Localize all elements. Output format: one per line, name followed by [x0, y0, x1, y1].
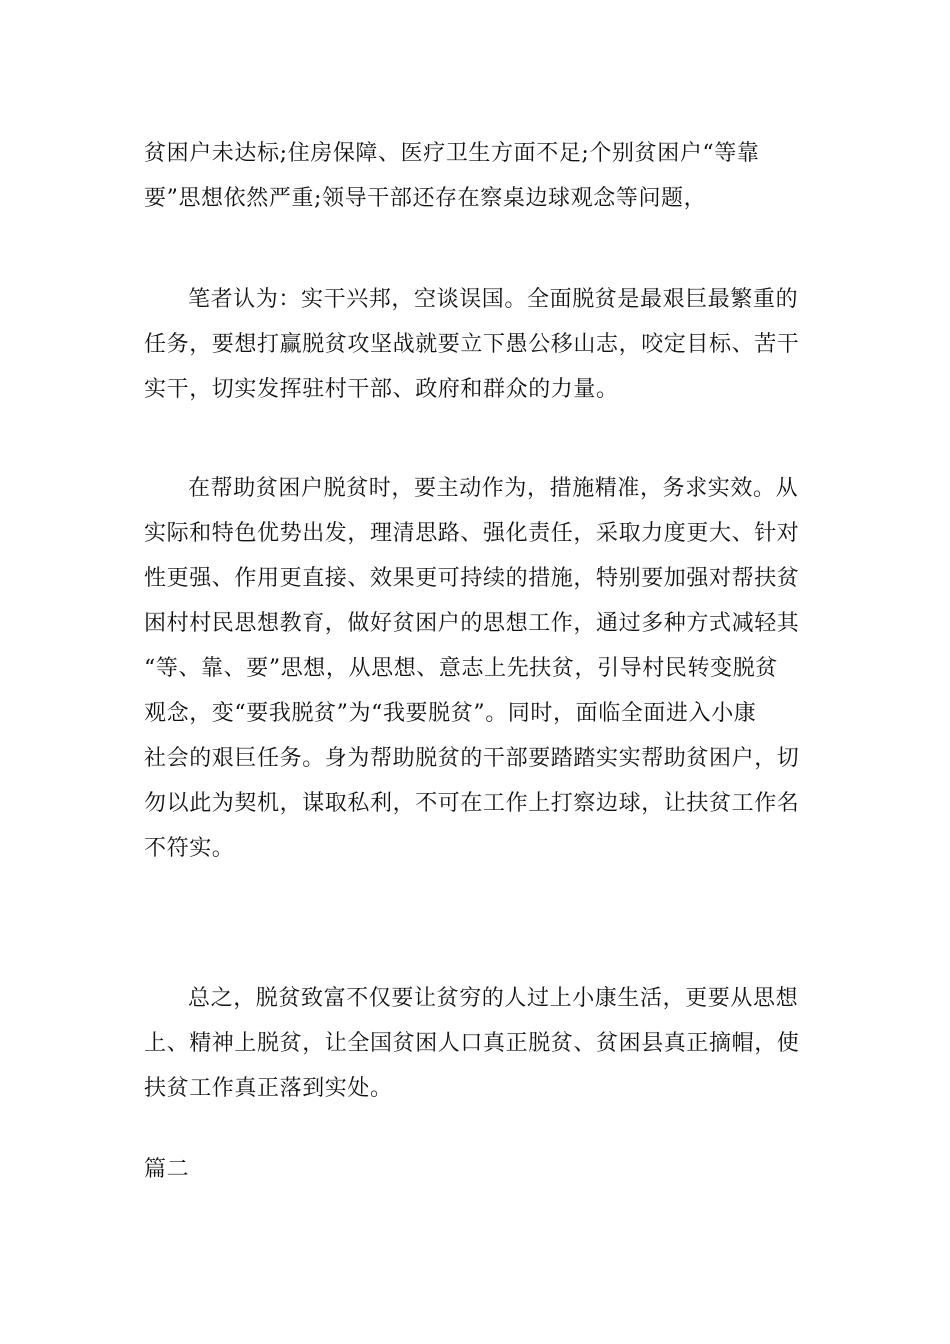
text-line: 困村村民思想教育，做好贫困户的思想工作，通过多种方式减轻其	[144, 611, 800, 636]
paragraph-author-view	[144, 277, 816, 412]
text-line: 观念，变“要我脱贫”为“我要脱贫”。同时，面临全面进入小康	[144, 701, 757, 726]
paragraph-continued	[144, 131, 816, 221]
section-heading	[144, 1147, 816, 1192]
text-line: 勿以此为契机，谋取私利，不可在工作上打察边球，让扶贫工作名	[144, 791, 800, 816]
text-line: 任务，要想打赢脱贫攻坚战就要立下愚公移山志，咬定目标、苦干	[144, 332, 800, 357]
text-line: 要”思想依然严重;领导干部还存在察桌边球观念等问题，	[144, 186, 707, 211]
text-line: 实际和特色优势出发，理清思路、强化责任，采取力度更大、针对	[144, 521, 800, 546]
text-line: 在帮助贫困户脱贫时，要主动作为，措施精准，务求实效。从	[188, 476, 799, 501]
text-line: 贫困户未达标;住房保障、医疗卫生方面不足;个别贫困户“等靠	[144, 141, 760, 166]
text-line: “等、靠、要”思想，从思想、意志上先扶贫，引导村民转变脱贫	[144, 656, 778, 681]
text-line: 扶贫工作真正落到实处。	[144, 1076, 393, 1101]
text-line: 实干，切实发挥驻村干部、政府和群众的力量。	[144, 377, 619, 402]
text-line: 笔者认为：实干兴邦，空谈误国。全面脱贫是最艰巨最繁重的	[188, 287, 799, 312]
text-line: 社会的艰巨任务。身为帮助脱贫的干部要踏踏实实帮助贫困户，切	[144, 746, 800, 771]
paragraph-poverty-measures	[144, 466, 816, 871]
text-line: 总之，脱贫致富不仅要让贫穷的人过上小康生活，更要从思想	[188, 986, 799, 1011]
text-line: 不符实。	[144, 836, 235, 861]
text-line: 性更强、作用更直接、效果更可持续的措施，特别要加强对帮扶贫	[144, 566, 800, 591]
section-title: 篇二	[144, 1157, 190, 1182]
text-line: 上、精神上脱贫，让全国贫困人口真正脱贫、贫困县真正摘帽，使	[144, 1031, 800, 1056]
paragraph-conclusion	[144, 976, 816, 1111]
